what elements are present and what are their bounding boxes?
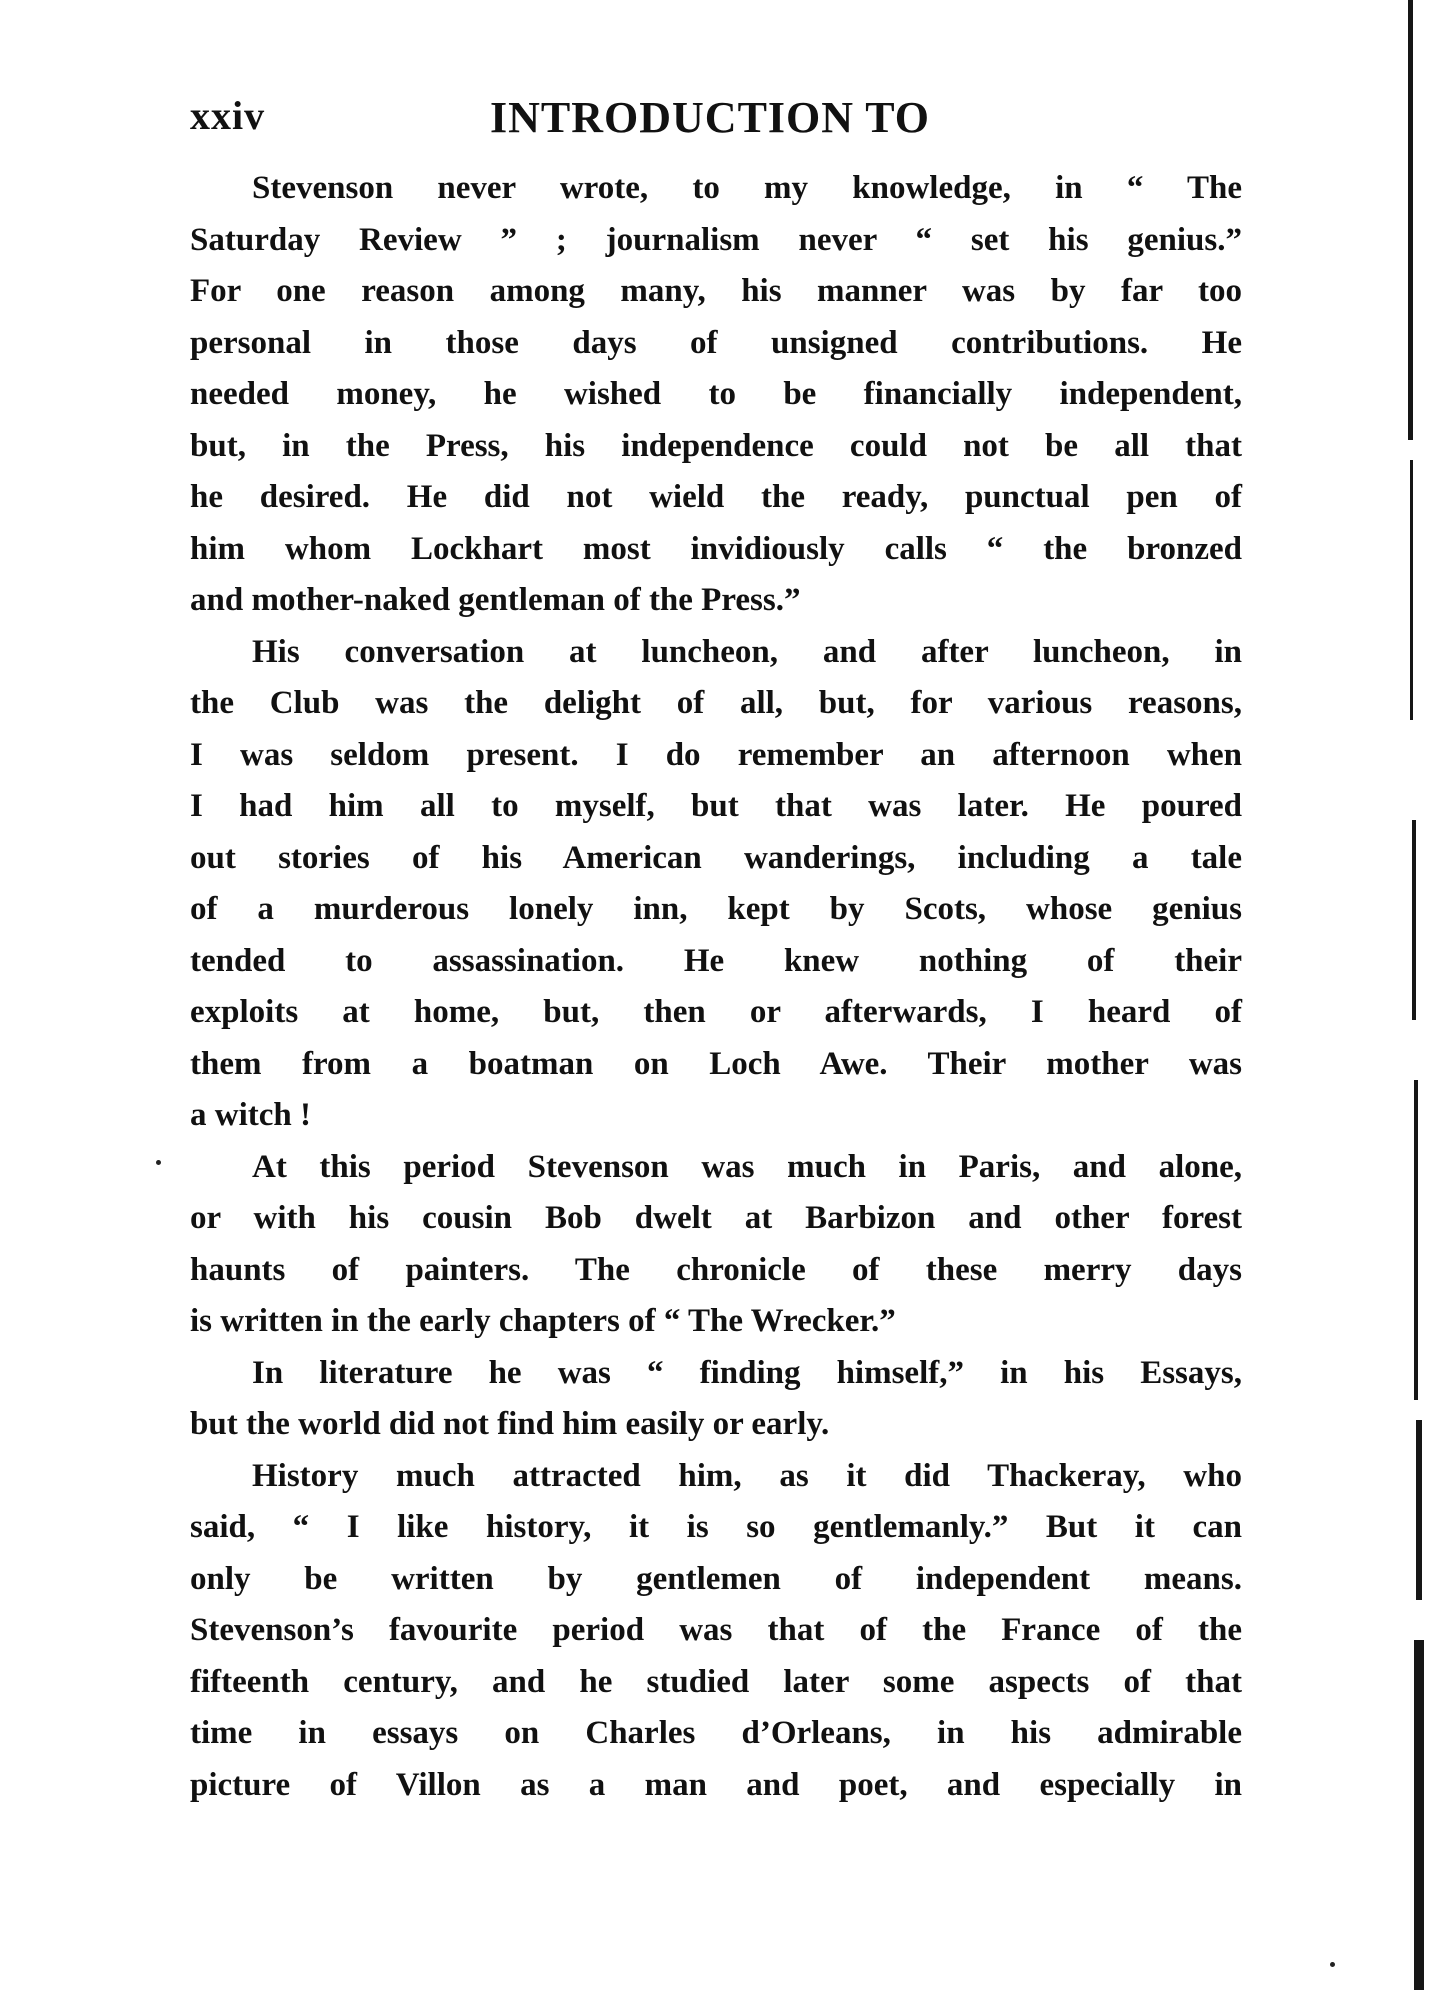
text-line: Stevenson’s favourite period was that of the France of the (190, 1612, 1242, 1648)
text-line: personal in those days of unsigned contributions. He (190, 324, 1242, 361)
running-title: INTRODUCTION TO (490, 93, 931, 142)
running-head (190, 92, 1240, 152)
text-line: the Club was the delight of all, but, for various reasons, (190, 685, 1242, 721)
text-line: Saturday Review ” ; journalism never “ set his genius.” (190, 221, 1242, 258)
text-line: he desired. He did not wield the ready, punctual pen of (190, 479, 1242, 515)
text-line: but the world did not find him easily or early. (190, 1406, 830, 1442)
body-text (190, 163, 1242, 1811)
text-line: tended to assassination. He knew nothing of their (190, 942, 1242, 979)
page-number: xxiv (190, 93, 266, 138)
text-line: In literature he was “ finding himself,” in his Essays, (252, 1354, 1242, 1391)
text-line: him whom Lockhart most invidiously calls “ the bronzed (190, 530, 1242, 567)
text-line: or with his cousin Bob dwelt at Barbizon and other forest (190, 1200, 1242, 1236)
paragraph-4 (190, 1348, 1242, 1451)
text-line: fifteenth century, and he studied later some aspects of that (190, 1663, 1242, 1700)
text-line: His conversation at luncheon, and after luncheon, in (252, 633, 1242, 670)
text-line: time in essays on Charles d’Orleans, in his admirable (190, 1715, 1242, 1751)
text-line: haunts of painters. The chronicle of these merry days (190, 1251, 1242, 1288)
text-line: but, in the Press, his independence could not be all that (190, 427, 1242, 464)
text-line: I had him all to myself, but that was later. He poured (190, 788, 1242, 824)
scan-speck (156, 1160, 161, 1165)
text-line: History much attracted him, as it did Thackeray, who (252, 1457, 1242, 1494)
text-line: out stories of his American wanderings, including a tale (190, 839, 1242, 876)
text-line: exploits at home, but, then or afterwards, I heard of (190, 994, 1242, 1030)
text-line: and mother-naked gentleman of the Press.” (190, 582, 801, 618)
text-line: only be written by gentlemen of independent means. (190, 1560, 1242, 1597)
text-line: said, “ I like history, it is so gentlemanly.” But it can (190, 1509, 1242, 1545)
binding-edge-shadow (1388, 0, 1438, 1991)
text-line: I was seldom present. I do remember an afternoon when (190, 736, 1242, 773)
paragraph-3 (190, 1142, 1242, 1348)
text-line: picture of Villon as a man and poet, and especially in (190, 1766, 1242, 1803)
text-line: At this period Stevenson was much in Paris, and alone, (252, 1148, 1242, 1185)
scan-speck (1330, 1962, 1335, 1967)
text-line: Stevenson never wrote, to my knowledge, in “ The (252, 170, 1242, 206)
paragraph-1 (190, 163, 1242, 627)
paragraph-2 (190, 627, 1242, 1142)
text-line: needed money, he wished to be financially independent, (190, 376, 1242, 412)
paragraph-5 (190, 1451, 1242, 1812)
text-line: For one reason among many, his manner was by far too (190, 273, 1242, 309)
text-line: of a murderous lonely inn, kept by Scots, whose genius (190, 891, 1242, 927)
text-line: is written in the early chapters of “ The Wrecker.” (190, 1303, 896, 1339)
text-line: them from a boatman on Loch Awe. Their mother was (190, 1045, 1242, 1082)
text-line: a witch ! (190, 1097, 311, 1133)
